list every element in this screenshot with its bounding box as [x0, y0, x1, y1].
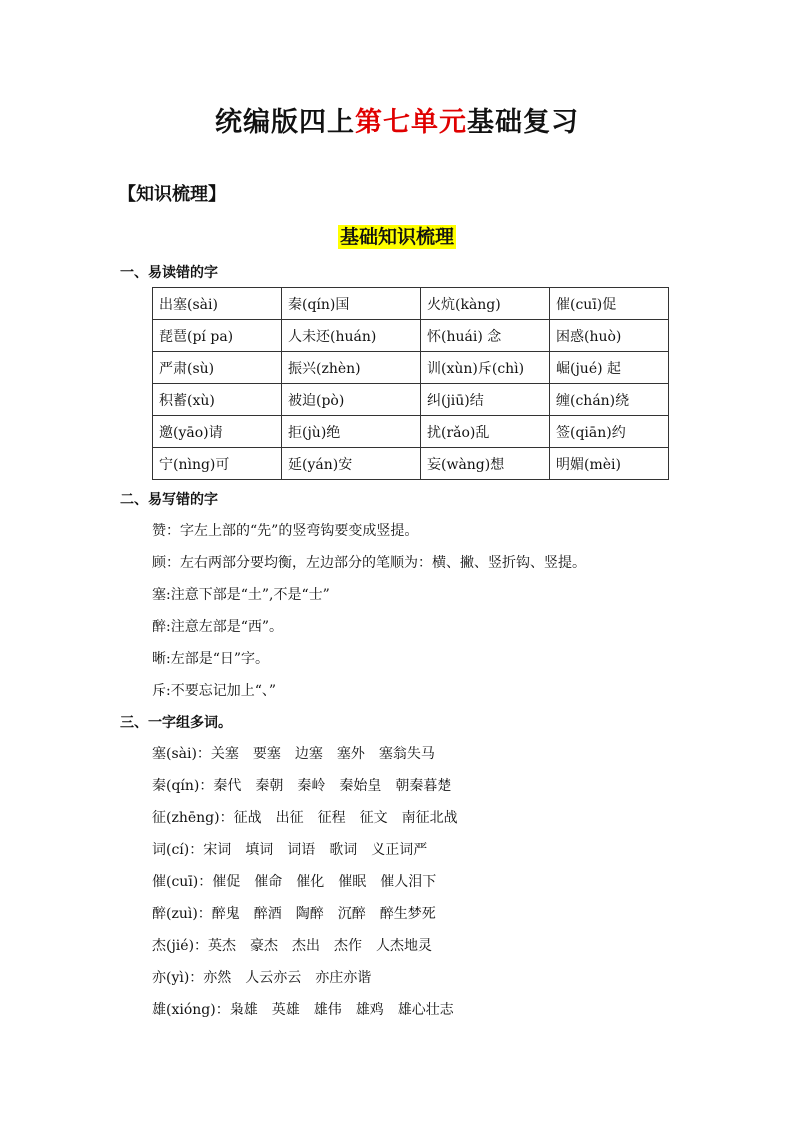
table-cell: 扰(rǎo)乱 — [421, 416, 550, 448]
title-part-1: 统编版四上 — [215, 107, 355, 138]
table-cell: 延(yán)安 — [282, 448, 421, 480]
table-cell: 签(qiān)约 — [550, 416, 669, 448]
title-highlight: 第七单元 — [355, 107, 467, 138]
table-cell: 被迫(pò) — [282, 384, 421, 416]
word-group-line: 塞(sài)：关塞 要塞 边塞 塞外 塞翁失马 — [152, 746, 435, 762]
table-row — [153, 352, 669, 384]
word-group-line: 醉(zuì)：醉鬼 醉酒 陶醉 沉醉 醉生梦死 — [152, 906, 436, 922]
word-group-line: 催(cuī)：催促 催命 催化 催眠 催人泪下 — [152, 874, 437, 890]
word-group-line: 征(zhēng)：征战 出征 征程 征文 南征北战 — [152, 810, 458, 826]
table-cell: 纠(jiū)结 — [421, 384, 550, 416]
table-row — [153, 416, 669, 448]
table-row — [153, 320, 669, 352]
part1-heading: 一、易读错的字 — [120, 265, 218, 281]
table-cell: 琵琶(pí pa) — [153, 320, 282, 352]
table-cell: 严肃(sù) — [153, 352, 282, 384]
table-cell: 怀(huái) 念 — [421, 320, 550, 352]
table-cell: 火炕(kàng) — [421, 288, 550, 320]
writing-note: 顾：左右两部分要均衡，左边部分的笔顺为：横、撇、竖折钩、竖提。 — [152, 555, 586, 571]
writing-note: 斥:不要忘记加上“、” — [152, 683, 277, 699]
table-cell: 秦(qín)国 — [282, 288, 421, 320]
table-cell: 困惑(huò) — [550, 320, 669, 352]
table-cell: 积蓄(xù) — [153, 384, 282, 416]
word-group-line: 词(cí)：宋词 填词 词语 歌词 义正词严 — [152, 842, 428, 858]
title-part-2: 基础复习 — [467, 107, 579, 138]
part2-heading: 二、易写错的字 — [120, 492, 218, 508]
table-cell: 振兴(zhèn) — [282, 352, 421, 384]
word-group-line: 亦(yì)：亦然 人云亦云 亦庄亦谐 — [152, 970, 372, 986]
table-cell: 人未还(huán) — [282, 320, 421, 352]
writing-note: 醉:注意左部是“西”。 — [152, 619, 284, 635]
writing-note: 赞：字左上部的“先”的竖弯钩要变成竖提。 — [152, 523, 419, 539]
page-title — [0, 100, 794, 139]
table-cell: 崛(jué) 起 — [550, 352, 669, 384]
table-row — [153, 384, 669, 416]
table-cell: 缠(chán)绕 — [550, 384, 669, 416]
writing-note: 晰:左部是“日”字。 — [152, 651, 270, 667]
table-cell: 拒(jù)绝 — [282, 416, 421, 448]
section-heading: 【知识梳理】 — [118, 184, 226, 205]
table-cell: 邀(yāo)请 — [153, 416, 282, 448]
table-cell: 训(xùn)斥(chì) — [421, 352, 550, 384]
subtitle-text: 基础知识梳理 — [339, 226, 454, 248]
word-group-line: 杰(jié)：英杰 豪杰 杰出 杰作 人杰地灵 — [152, 938, 433, 954]
table-cell: 明媚(mèi) — [550, 448, 669, 480]
word-group-line: 秦(qín)：秦代 秦朝 秦岭 秦始皇 朝秦暮楚 — [152, 778, 452, 794]
part3-heading: 三、一字组多词。 — [120, 715, 232, 731]
table-cell: 出塞(sài) — [153, 288, 282, 320]
table-cell: 催(cuī)促 — [550, 288, 669, 320]
writing-note: 塞:注意下部是“土”,不是“士” — [152, 587, 330, 603]
word-group-line: 雄(xióng)：枭雄 英雄 雄伟 雄鸡 雄心壮志 — [152, 1002, 454, 1018]
subtitle — [0, 222, 794, 249]
misread-characters-table — [152, 287, 669, 480]
table-row — [153, 288, 669, 320]
table-row — [153, 448, 669, 480]
table-cell: 妄(wàng)想 — [421, 448, 550, 480]
table-cell: 宁(nìng)可 — [153, 448, 282, 480]
